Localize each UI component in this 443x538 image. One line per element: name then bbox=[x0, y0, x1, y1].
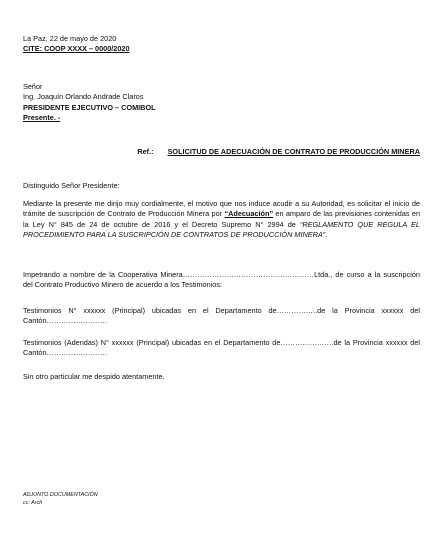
presente-line: Presente. - bbox=[23, 113, 61, 123]
regulation-title: “REGLAMENTO QUE REGULA EL PROCEDIMIENTO PARA LA SUSCRIPCIÓN DE CONTRATOS DE PRODUCCIÓN MINERA” bbox=[23, 219, 420, 240]
adecuacion-term: “Adecuación” bbox=[224, 209, 274, 219]
paragraph-testimonios-adendas: Testimonios (Adendas) N° xxxxxx (Principal) ubicadas en el Departamento de………………….de la Provincia xxxxxx del Cantón……………………. bbox=[23, 338, 420, 358]
letter-header bbox=[23, 34, 420, 55]
reference-label: Ref.: bbox=[137, 147, 154, 156]
paragraph-request-text-e: . bbox=[325, 230, 328, 240]
paragraph-testimonios-principal: Testimonios N° xxxxxx (Principal) ubicadas en el Departamento de……………..de la Provincia xxxxxx del Cantón……………………. bbox=[23, 306, 420, 326]
reference-subject: SOLICITUD DE ADECUACIÓN DE CONTRATO DE PRODUCCIÓN MINERA bbox=[167, 147, 420, 156]
paragraph-request bbox=[23, 199, 420, 241]
footer-cc: cc: Arch bbox=[23, 500, 43, 506]
recipient-position: PRESIDENTE EJECUTIVO – COMIBOL bbox=[23, 102, 156, 112]
paragraph-cooperative: Impetrando a nombre de la Cooperativa Minera………………………………………………Ltda., de curso a la suscripción del Contrato Productivo Minero de acuerdo a los Testimonios: bbox=[23, 270, 420, 290]
cite-reference: CITE: COOP XXXX – 0000/2020 bbox=[23, 44, 130, 54]
paragraph-request-text-a: Mediante la presente me dirijo muy cordialmente, el motivo que nos induce acudir a su Autoridad, es solicitar el inicio de trámite de suscripción de Contrato de Producción Minera por bbox=[23, 199, 420, 219]
footer-attachment: ADJUNTO DOCUMENTACIÓN bbox=[23, 492, 98, 498]
greeting: Distinguido Señor Presidente: bbox=[23, 181, 120, 190]
recipient-salutation: Señor bbox=[23, 82, 43, 91]
paragraph-request-text-c: en amparo de las previsiones contenidas en la Ley N° 845 de 24 de octubre de 2016 y el Decreto Supremo N° 2994 de bbox=[23, 209, 420, 229]
recipient-name: Ing. Joaquín Orlando Andrade Claros bbox=[23, 92, 144, 102]
closing-line: Sin otro particular me despido atentamente. bbox=[23, 372, 165, 381]
reference-line bbox=[0, 147, 420, 157]
recipient-block bbox=[23, 82, 420, 124]
place-date: La Paz, 22 de mayo de 2020 bbox=[23, 34, 117, 43]
